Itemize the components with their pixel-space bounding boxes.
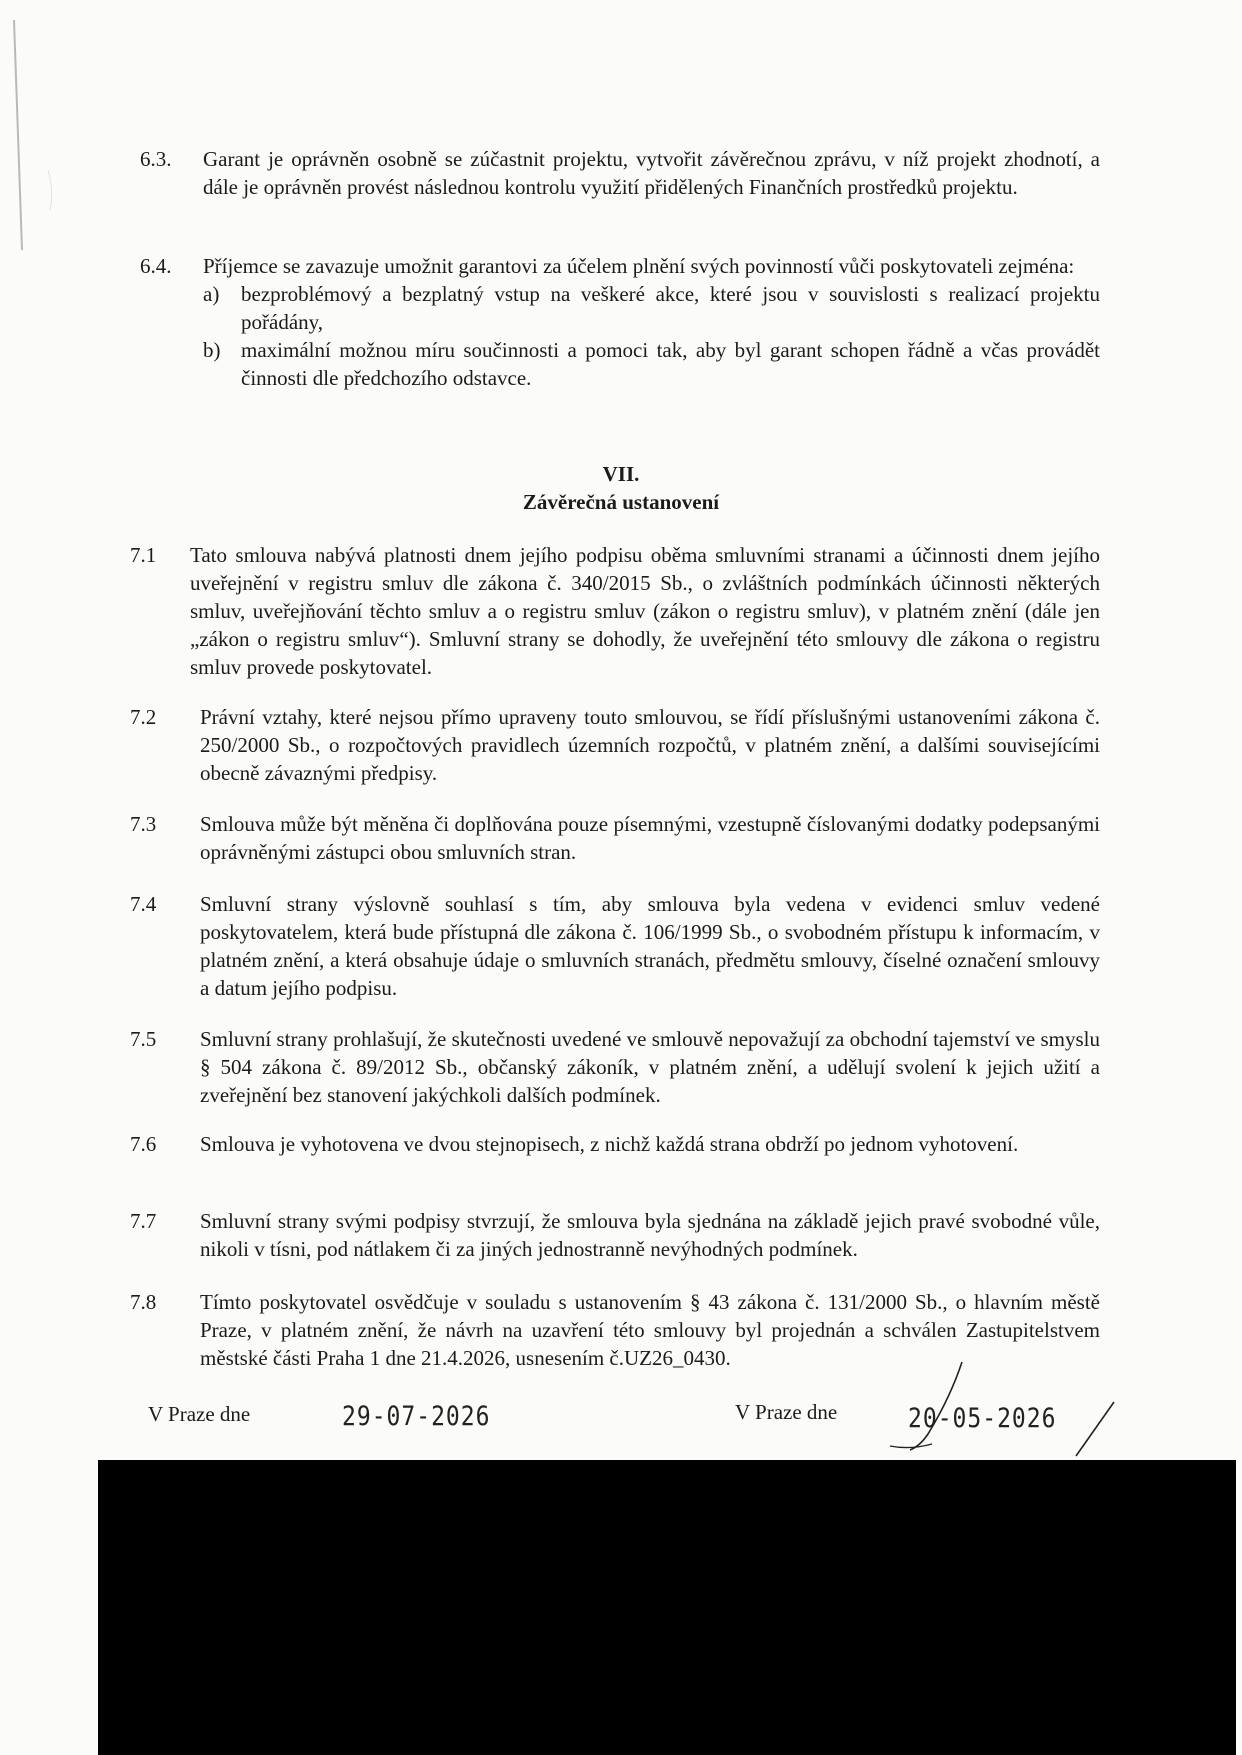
left-place-date-label: V Praze dne — [148, 1402, 251, 1426]
item-text: Tímto poskytovatel osvědčuje v souladu s ustanovením § 43 zákona č. 131/2000 Sb., o hlavním městě Praze, v platném znění, že návrh na uzavření této smlouvy byl projednán a schválen Zastupitelstvem městské části Praha 1 dne 21.4.2026, usnesením č.UZ26_0430. — [200, 1290, 1100, 1370]
scan-edge-artifact — [8, 20, 68, 280]
item-7-3 — [130, 810, 1100, 866]
subitem-label: a) — [203, 282, 220, 306]
item-7-6 — [130, 1130, 1100, 1158]
item-7-5 — [130, 1025, 1100, 1109]
item-text: Právní vztahy, které nejsou přímo upraveny touto smlouvou, se řídí příslušnými ustanoveními zákona č. 250/2000 Sb., o rozpočtových pravidlech územních rozpočtů, v platném znění, a dalšími souvisejícími obecně závaznými předpisy. — [200, 705, 1100, 785]
subitem-text: maximální možnou míru součinnosti a pomoci tak, aby byl garant schopen řádně a včas provádět činnosti dle předchozího odstavce. — [241, 338, 1100, 390]
item-number: 7.2 — [130, 705, 157, 729]
item-7-7 — [130, 1207, 1100, 1263]
item-number: 7.3 — [130, 812, 157, 836]
subitem-text: bezproblémový a bezplatný vstup na veškeré akce, které jsou v souvislosti s realizací projektu pořádány, — [241, 282, 1100, 334]
item-number: 6.3. — [140, 147, 172, 171]
item-text: Tato smlouva nabývá platnosti dnem jejího podpisu oběma smluvními stranami a účinnosti dnem jejího uveřejnění v registru smluv dle zákona č. 340/2015 Sb., o zvláštních podmínkách účinnosti některých smluv, uveřejňování těchto smluv a o registru smluv (zákon o registru smluv), v platném znění (dále jen „zákon o registru smluv“). Smluvní strany se dohodly, že uveřejnění této smlouvy dle zákona o registru smluv provede poskytovatel. — [190, 543, 1100, 679]
item-text: Smlouva může být měněna či doplňována pouze písemnými, vzestupně číslovanými dodatky podepsanými oprávněnými zástupci obou smluvních stran. — [200, 812, 1100, 864]
item-text: Garant je oprávněn osobně se zúčastnit projektu, vytvořit závěrečnou zprávu, v níž projekt zhodnotí, a dále je oprávněn provést následnou kontrolu využití přidělených Finančních prostředků projektu. — [203, 147, 1100, 199]
subitem-label: b) — [203, 338, 221, 362]
item-7-1 — [130, 541, 1100, 681]
item-number: 7.5 — [130, 1027, 157, 1051]
item-6-3 — [140, 145, 1100, 201]
right-date-stamp: 20-05-2026 — [908, 1404, 1057, 1434]
handwritten-stroke — [1070, 1400, 1120, 1460]
item-text: Příjemce se zavazuje umožnit garantovi za účelem plnění svých povinností vůči poskytovateli zejména: — [203, 254, 1075, 278]
item-text: Smlouva je vyhotovena ve dvou stejnopisech, z nichž každá strana obdrží po jednom vyhotovení. — [200, 1132, 1019, 1156]
item-7-2 — [130, 703, 1100, 787]
item-7-4 — [130, 890, 1100, 1002]
redaction-block — [98, 1460, 1236, 1755]
left-date-stamp: 29-07-2026 — [342, 1402, 491, 1432]
item-6-4 — [140, 252, 1100, 392]
subitem-b — [203, 336, 1100, 392]
handwritten-signature-mark — [870, 1358, 1070, 1458]
item-number: 7.7 — [130, 1209, 157, 1233]
item-number: 6.4. — [140, 254, 172, 278]
item-number: 7.1 — [130, 543, 157, 567]
item-number: 7.8 — [130, 1290, 157, 1314]
item-number: 7.6 — [130, 1132, 157, 1156]
item-text: Smluvní strany prohlašují, že skutečnosti uvedené ve smlouvě nepovažují za obchodní tajemství ve smyslu § 504 zákona č. 89/2012 Sb., občanský zákoník, v platném znění, a udělují svolení k jejich užití a zveřejnění bez stanovení jakýchkoli dalších podmínek. — [200, 1027, 1100, 1107]
item-text: Smluvní strany výslovně souhlasí s tím, aby smlouva byla vedena v evidenci smluv vedené poskytovatelem, která bude přístupná dle zákona č. 106/1999 Sb., o svobodném přístupu k informacím, v platném znění, a která obsahuje údaje o smluvních stranách, předmětu smlouvy, číselné označení smlouvy a datum jejího podpisu. — [200, 892, 1100, 1000]
right-place-date-label: V Praze dne — [735, 1400, 838, 1424]
item-number: 7.4 — [130, 892, 157, 916]
section-title: Závěrečná ustanovení — [522, 490, 720, 514]
item-text: Smluvní strany svými podpisy stvrzují, že smlouva byla sjednána na základě jejich pravé svobodné vůle, nikoli v tísni, pod nátlakem či za jiných jednostranně nevýhodných podmínek. — [200, 1209, 1100, 1261]
subitem-a — [203, 280, 1100, 336]
section-number: VII. — [602, 462, 640, 486]
